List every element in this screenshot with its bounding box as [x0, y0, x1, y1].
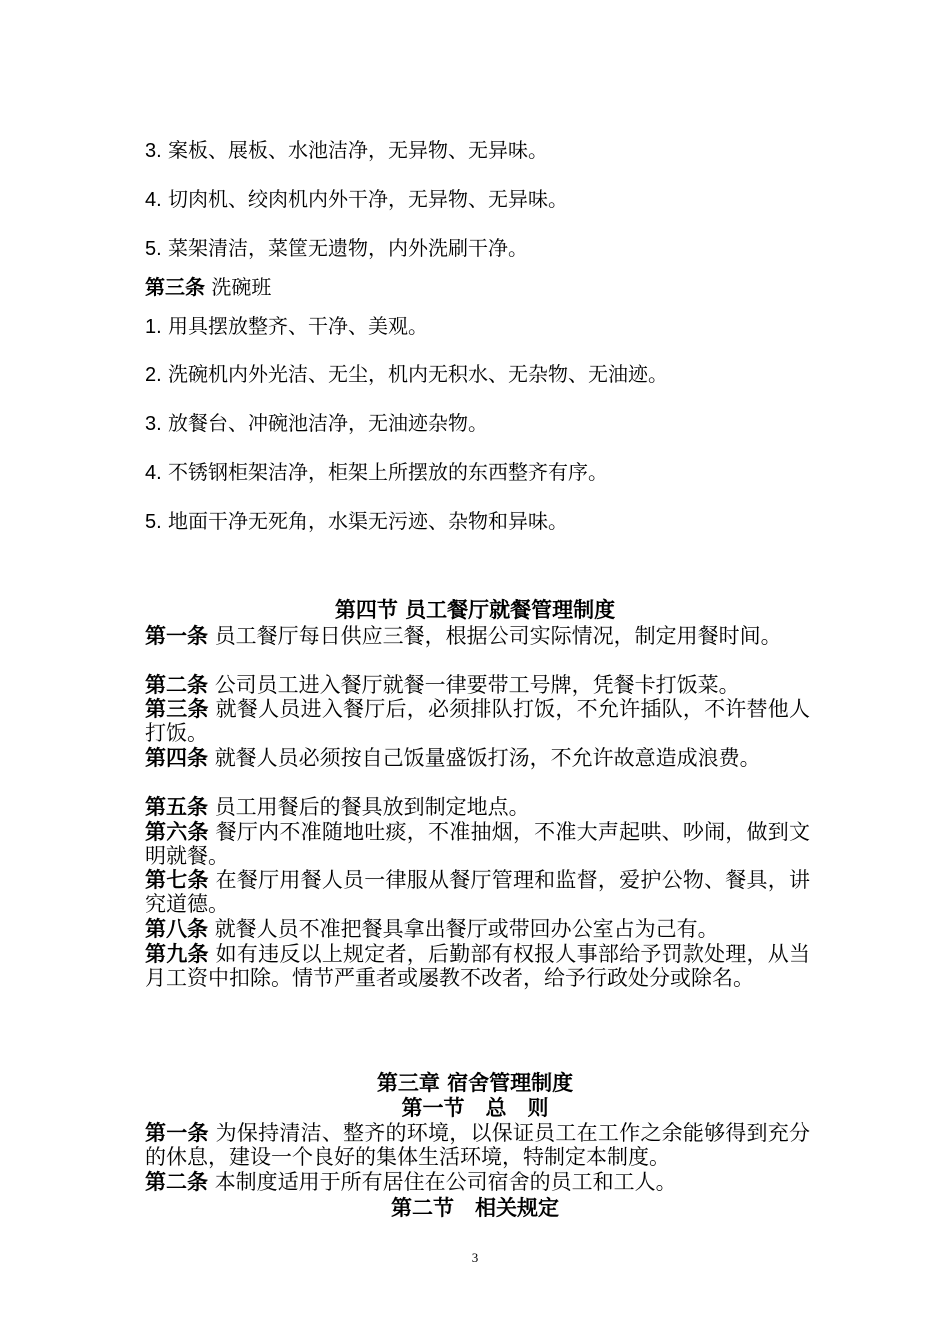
item-text: 放餐台、冲碗池洁净，无油迹杂物。 [168, 411, 489, 435]
article-text: 本制度适用于所有居住在公司宿舍的员工和工人。 [214, 1170, 677, 1194]
article [145, 746, 810, 770]
list-item [145, 508, 568, 535]
article-text: 在餐厅用餐人员一律服从餐厅管理和监督，爱护公物、餐具，讲究道德。 [145, 868, 811, 916]
list-item [145, 235, 528, 262]
article [145, 795, 810, 819]
item-number: 3. [145, 413, 162, 435]
item-number: 1. [145, 316, 162, 338]
section-title: 第四节 员工餐厅就餐管理制度 [334, 597, 616, 622]
list-item [145, 459, 608, 486]
article-text: 就餐人员进入餐厅后，必须排队打饭，不允许插队，不许替他人打饭。 [145, 697, 811, 745]
article-label: 第四条 [145, 746, 208, 770]
article-text: 公司员工进入餐厅就餐一律要带工号牌，凭餐卡打饭菜。 [214, 673, 740, 697]
list-item [145, 186, 568, 213]
article-text: 如有违反以上规定者，后勤部有权报人事部给予罚款处理，从当月工资中扣除。情节严重者或屡教不改者，给予行政处分或除名。 [145, 942, 811, 990]
article-heading [145, 274, 271, 300]
page-number: 3 [471, 1250, 479, 1265]
article-text: 员工用餐后的餐具放到制定地点。 [214, 795, 530, 819]
article-title: 洗碗班 [211, 275, 272, 299]
item-text: 用具摆放整齐、干净、美观。 [168, 314, 429, 338]
article-label: 第一条 [145, 1121, 209, 1145]
article-label: 第九条 [145, 942, 209, 966]
item-text: 洗碗机内外光洁、无尘，机内无积水、无杂物、无油迹。 [168, 362, 669, 386]
article [145, 673, 810, 697]
article [145, 1121, 810, 1169]
article-label: 第三条 [145, 697, 209, 721]
article-text: 餐厅内不准随地吐痰，不准抽烟，不准大声起哄、吵闹，做到文明就餐。 [145, 820, 811, 868]
section-title: 第一节 总 则 [401, 1095, 549, 1120]
article-label: 第一条 [145, 624, 208, 648]
item-text: 切肉机、绞肉机内外干净，无异物、无异味。 [168, 187, 569, 211]
article-label: 第六条 [145, 820, 209, 844]
item-text: 不锈钢柜架洁净，柜架上所摆放的东西整齐有序。 [168, 460, 609, 484]
chapter-title: 第三章 宿舍管理制度 [376, 1070, 574, 1095]
article-text: 就餐人员不准把餐具拿出餐厅或带回办公室占为己有。 [214, 917, 719, 941]
list-item [145, 313, 428, 340]
article-label: 第八条 [145, 917, 208, 941]
article [145, 820, 810, 868]
article [145, 917, 810, 941]
article-label: 第二条 [145, 673, 208, 697]
list-item [145, 410, 488, 437]
article-label: 第三条 [145, 275, 205, 299]
list-item [145, 137, 548, 164]
article [145, 942, 810, 990]
article [145, 868, 810, 916]
article-label: 第七条 [145, 868, 209, 892]
item-number: 3. [145, 140, 162, 162]
article-label: 第二条 [145, 1170, 208, 1194]
item-text: 地面干净无死角，水渠无污迹、杂物和异味。 [168, 509, 569, 533]
article-text: 就餐人员必须按自己饭量盛饭打汤，不允许故意造成浪费。 [214, 746, 761, 770]
item-number: 5. [145, 511, 162, 533]
list-item [145, 361, 668, 388]
item-number: 2. [145, 364, 162, 386]
item-number: 4. [145, 462, 162, 484]
item-text: 案板、展板、水池洁净，无异物、无异味。 [168, 138, 549, 162]
item-number: 5. [145, 238, 162, 260]
item-text: 菜架清洁，菜筐无遗物，内外洗刷干净。 [168, 236, 529, 260]
article [145, 1170, 810, 1194]
article-text: 员工餐厅每日供应三餐，根据公司实际情况，制定用餐时间。 [214, 624, 782, 648]
article-label: 第五条 [145, 795, 208, 819]
article [145, 697, 810, 745]
article [145, 624, 810, 648]
article-text: 为保持清洁、整齐的环境，以保证员工在工作之余能够得到充分的休息，建设一个良好的集体生活环境，特制定本制度。 [145, 1121, 811, 1169]
section-title: 第二节 相关规定 [391, 1195, 559, 1220]
item-number: 4. [145, 189, 162, 211]
